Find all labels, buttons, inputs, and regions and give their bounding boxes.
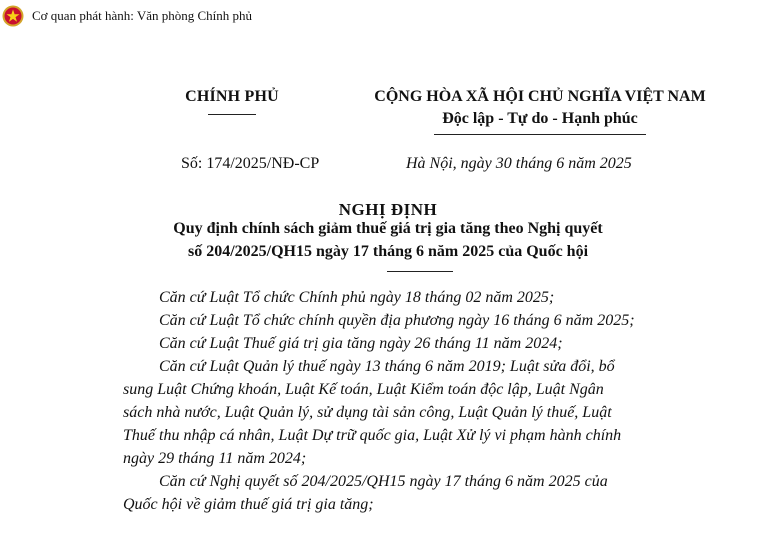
preamble-line: Căn cứ Nghị quyết số 204/2025/QH15 ngày 17 tháng 6 năm 2025 của xyxy=(159,473,608,490)
preamble-line: Căn cứ Luật Tổ chức chính quyền địa phương ngày 16 tháng 6 năm 2025; xyxy=(159,312,635,329)
preamble-line: sung Luật Chứng khoán, Luật Kế toán, Luật Kiểm toán độc lập, Luật Ngân xyxy=(123,381,604,398)
agency-underline xyxy=(208,114,256,115)
national-heading-block xyxy=(357,88,723,135)
document-type: NGHỊ ĐỊNH xyxy=(338,200,438,219)
issuer-bar xyxy=(0,4,252,28)
title-underline xyxy=(387,271,453,272)
preamble-line: Quốc hội về giảm thuế giá trị gia tăng; xyxy=(123,496,374,513)
preamble-line: sách nhà nước, Luật Quản lý, sử dụng tài sản công, Luật Quản lý thuế, Luật xyxy=(123,404,612,421)
document-title-line-1: Quy định chính sách giảm thuế giá trị gia tăng theo Nghị quyết xyxy=(173,220,603,237)
issuer-text: Cơ quan phát hành: Văn phòng Chính phủ xyxy=(32,8,253,23)
date-line: Hà Nội, ngày 30 tháng 6 năm 2025 xyxy=(406,155,632,172)
preamble-line: Thuế thu nhập cá nhân, Luật Dự trữ quốc gia, Luật Xử lý vi phạm hành chính xyxy=(123,427,622,444)
document-number: Số: 174/2025/NĐ-CP xyxy=(181,155,320,172)
preamble-line: Căn cứ Luật Quản lý thuế ngày 13 tháng 6 năm 2019; Luật sửa đổi, bổ xyxy=(159,358,615,375)
preamble-line: ngày 29 tháng 11 năm 2024; xyxy=(123,450,307,467)
document-title-line-2: số 204/2025/QH15 ngày 17 tháng 6 năm 2025 của Quốc hội xyxy=(187,243,589,260)
preamble xyxy=(123,286,713,516)
motto-underline xyxy=(434,134,646,135)
national-emblem-icon xyxy=(2,5,24,27)
preamble-line: Căn cứ Luật Tổ chức Chính phủ ngày 18 tháng 02 năm 2025; xyxy=(159,289,555,306)
preamble-line: Căn cứ Luật Thuế giá trị gia tăng ngày 26 tháng 11 năm 2024; xyxy=(159,335,563,352)
agency-block xyxy=(182,88,282,115)
national-title: CỘNG HÒA XÃ HỘI CHỦ NGHĨA VIỆT NAM xyxy=(374,88,706,105)
agency-name: CHÍNH PHỦ xyxy=(185,88,279,105)
national-motto: Độc lập - Tự do - Hạnh phúc xyxy=(442,110,638,127)
